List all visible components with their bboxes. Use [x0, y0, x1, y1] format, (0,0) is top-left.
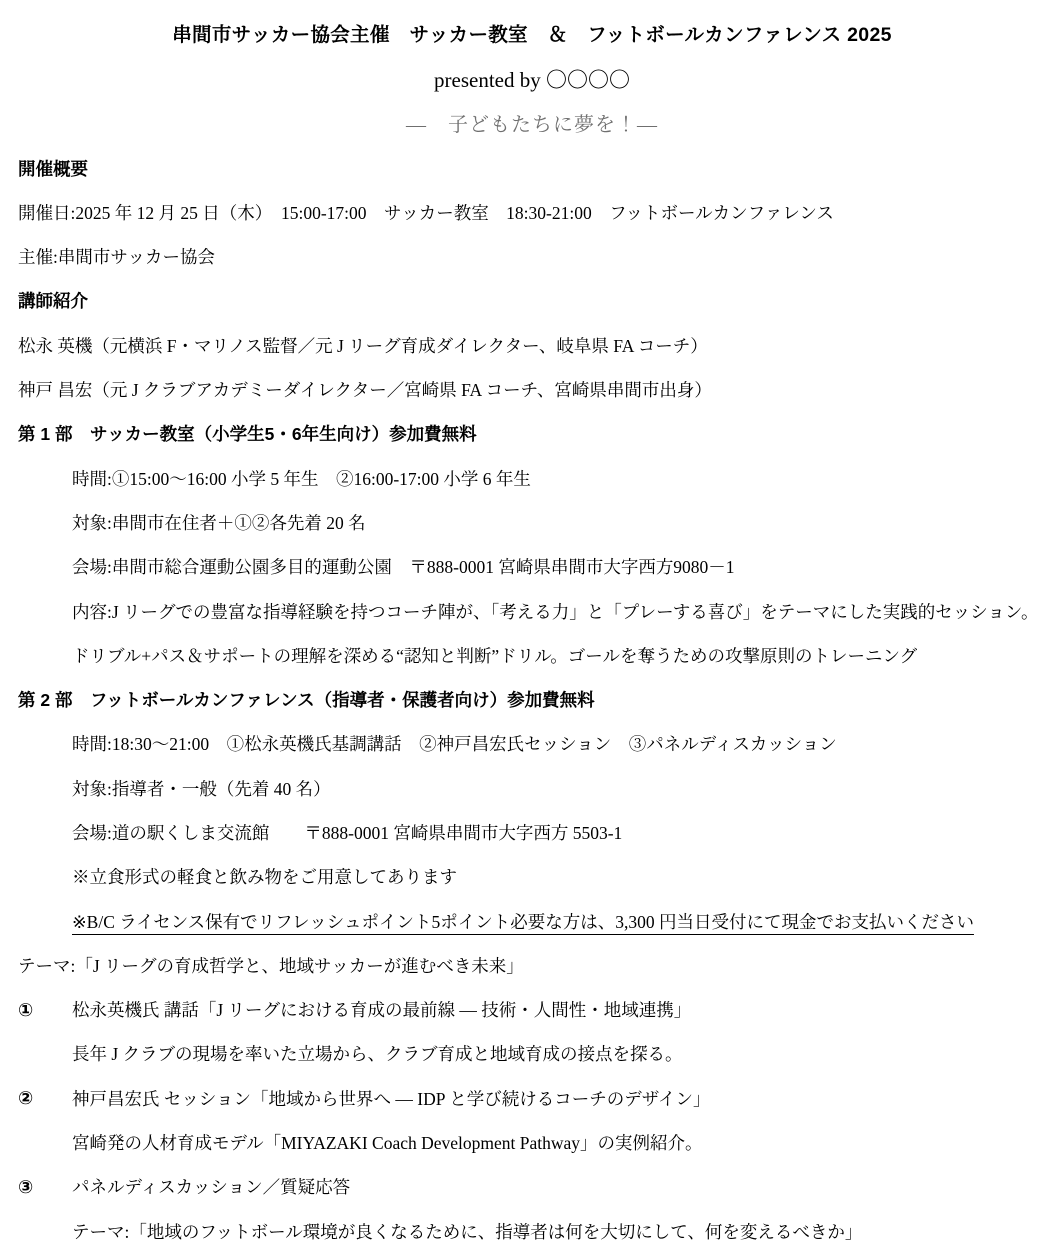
agenda-item-3: [18, 1166, 1046, 1210]
lecturer-profile-2: 神戸 昌宏（元 J クラブアカデミーダイレクター／宮崎県 FA コーチ、宮崎県串間市出身）: [18, 380, 712, 401]
organizer-line: 主催:串間市サッカー協会: [18, 247, 216, 268]
part2-refreshments-note: ※立食形式の軽食と飲み物をご用意してあります: [72, 867, 457, 888]
lecturer-profile-1: 松永 英機（元横浜 F・マリノス監督／元 J リーグ育成ダイレクター、岐阜県 FA コーチ）: [18, 335, 708, 356]
part1-content-line-2: ドリブル+パス＆サポートの理解を深める“認知と判断”ドリル。ゴールを奪うための攻撃原則のトレーニング: [72, 645, 918, 666]
presented-by-line: presented by 〇〇〇〇: [434, 67, 630, 92]
part1-time-line: 時間:①15:00～16:00 小学 5 年生 ②16:00-17:00 小学 6 年生: [72, 468, 531, 489]
part1-content-line-1: 内容:J リーグでの豊富な指導経験を持つコーチ陣が、「考える力」と「プレーする喜び」をテーマにした実践的セッション。: [72, 601, 1039, 622]
agenda-description-3: テーマ:「地域のフットボール環境が良くなるために、指導者は何を大切にして、何を変えるべきか」: [72, 1221, 863, 1242]
agenda-marker-1: ①: [18, 999, 34, 1020]
part1-audience-line: 対象:串間市在住者＋①②各先着 20 名: [72, 512, 366, 533]
agenda-title-1: 松永英機氏 講話「J リーグにおける育成の最前線 ― 技術・人間性・地域連携」: [72, 1000, 692, 1021]
part1-venue-line: 会場:串間市総合運動公園多目的運動公園 〒888-0001 宮崎県串間市大字西方9080－1: [72, 557, 735, 578]
part2-time-line: 時間:18:30～21:00 ①松永英機氏基調講話 ②神戸昌宏氏セッション ③パネルディスカッション: [72, 734, 837, 755]
event-date-line: 開催日:2025 年 12 月 25 日（木） 15:00-17:00 サッカー教室 18:30-21:00 フットボールカンファレンス: [18, 202, 834, 223]
agenda-marker-3: ③: [18, 1177, 34, 1198]
tagline: ― 子どもたちに夢を！―: [406, 113, 658, 136]
part1-heading: 第 1 部 サッカー教室（小学生5・6年生向け）参加費無料: [18, 424, 477, 445]
overview-heading: 開催概要: [18, 158, 88, 179]
agenda-title-3: パネルディスカッション／質疑応答: [72, 1177, 351, 1198]
part2-venue-line: 会場:道の駅くしま交流館 〒888-0001 宮崎県串間市大字西方 5503-1: [72, 822, 623, 843]
agenda-description-1: 長年 J クラブの現場を率いた立場から、クラブ育成と地域育成の接点を探る。: [72, 1044, 683, 1065]
agenda-marker-2: ②: [18, 1088, 34, 1109]
part2-audience-line: 対象:指導者・一般（先着 40 名）: [72, 778, 331, 799]
agenda-item-2: [18, 1077, 1046, 1121]
lecturers-heading: 講師紹介: [18, 291, 88, 312]
conference-theme-line: テーマ:「J リーグの育成哲学と、地域サッカーが進むべき未来」: [18, 955, 524, 976]
part2-payment-note: ※B/C ライセンス保有でリフレッシュポイント5ポイント必要な方は、3,300 円当日受付にて現金でお支払いください: [72, 911, 974, 932]
agenda-description-2: 宮崎発の人材育成モデル「MIYAZAKI Coach Development Pathway」の実例紹介。: [72, 1133, 703, 1154]
page-title: 串間市サッカー協会主催 サッカー教室 ＆ フットボールカンファレンス 2025: [172, 24, 892, 47]
agenda-item-1: [18, 989, 1046, 1033]
part2-heading: 第 2 部 フットボールカンファレンス（指導者・保護者向け）参加費無料: [18, 690, 595, 711]
agenda-title-2: 神戸昌宏氏 セッション「地域から世界へ ― IDP と学び続けるコーチのデザイン」: [72, 1088, 711, 1109]
